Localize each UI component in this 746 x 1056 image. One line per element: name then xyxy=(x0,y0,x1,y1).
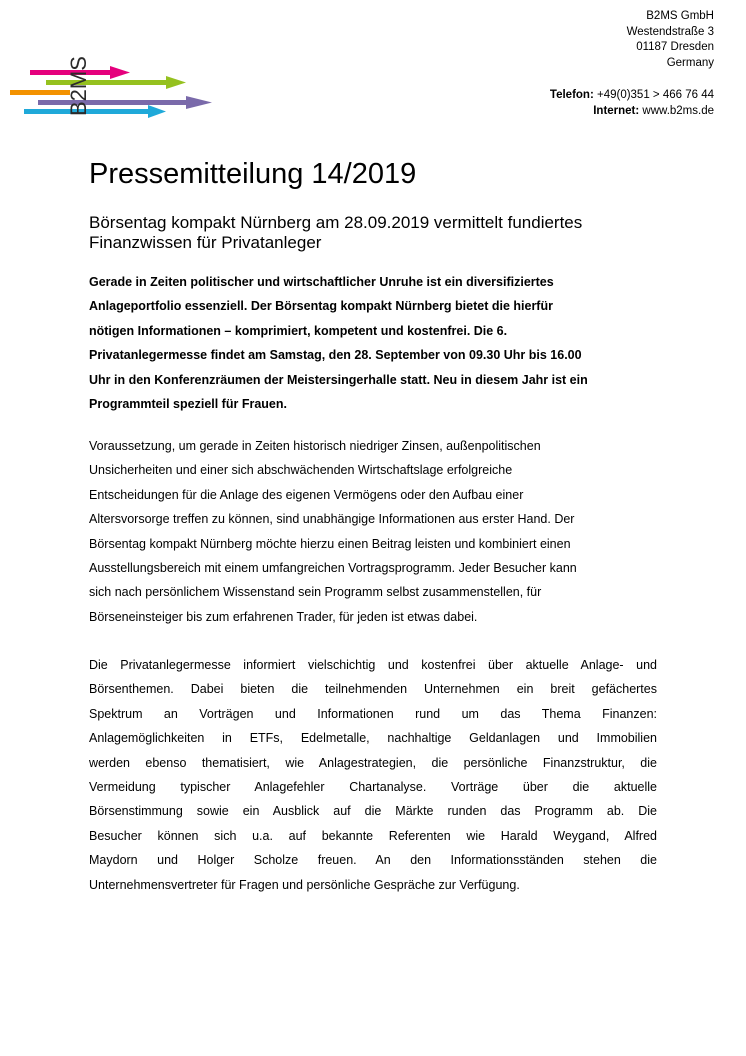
paragraph-line: werden ebenso thematisiert, wie Anlagestrategien, die persönliche Finanzstruktur, die xyxy=(89,755,657,770)
company-name: B2MS GmbH xyxy=(646,10,714,22)
lead-paragraph xyxy=(89,270,659,416)
logo-arrow-purple xyxy=(186,96,212,109)
phone-line xyxy=(394,88,714,104)
paragraph-line: Unternehmensvertreter für Fragen und persönliche Gespräche zur Verfügung. xyxy=(89,877,520,892)
paragraph-line: Börsenstimmung sowie ein Ausblick auf die Märkte runden das Programm ab. Die xyxy=(89,804,657,819)
logo-arrow-magenta xyxy=(110,66,130,79)
web-value: www.b2ms.de xyxy=(639,104,714,117)
paragraph-line: Börsenthemen. Dabei bieten die teilnehmenden Unternehmen ein breit gefächertes xyxy=(89,682,657,697)
lead-line: Programmteil speziell für Frauen. xyxy=(89,397,287,412)
paragraph-line: Anlagemöglichkeiten in ETFs, Edelmetalle, nachhaltige Geldanlagen und Immobilien xyxy=(89,731,657,746)
logo-bar-orange xyxy=(10,90,70,95)
paragraph-line: Voraussetzung, um gerade in Zeiten historisch niedriger Zinsen, außenpolitischen xyxy=(89,439,541,453)
logo-bar-green xyxy=(46,80,166,85)
paragraph-line: Unsicherheiten und einer sich abschwächenden Wirtschaftslage erfolgreiche xyxy=(89,463,513,478)
paragraph-line: Maydorn und Holger Scholze freuen. An den Informationsständen stehen die xyxy=(89,853,657,868)
paragraph-line: Die Privatanlegermesse informiert vielschichtig und kostenfrei über aktuelle Anlage- und xyxy=(89,658,657,672)
paragraph-line: Entscheidungen für die Anlage des eigenen Vermögens oder den Aufbau einer xyxy=(89,487,524,502)
logo-arrow-blue xyxy=(148,105,166,118)
body-paragraph-1 xyxy=(89,434,659,629)
paragraph-line: Spektrum an Vorträgen und Informationen rund um das Thema Finanzen: xyxy=(89,706,657,721)
subtitle xyxy=(89,213,669,253)
subtitle-line: Börsentag kompakt Nürnberg am 28.09.2019 vermittelt fundiertes xyxy=(89,213,583,232)
paragraph-line: Altersvorsorge treffen zu können, sind unabhängige Informationen aus erster Hand. Der xyxy=(89,512,575,527)
lead-line: Uhr in den Konferenzräumen der Meistersingerhalle statt. Neu in diesem Jahr ist ein xyxy=(89,372,588,387)
paragraph-line: Börseneinsteiger bis zum erfahrenen Trader, für jeden ist etwas dabei. xyxy=(89,609,478,624)
street: Westendstraße 3 xyxy=(626,25,714,38)
logo-arrow-green xyxy=(166,76,186,89)
lead-line: nötigen Informationen – komprimiert, kompetent und kostenfrei. Die 6. xyxy=(89,323,508,338)
contact-block xyxy=(394,88,714,119)
page-title: Pressemitteilung 14/2019 xyxy=(89,158,417,190)
body-paragraph-2 xyxy=(89,653,657,897)
subtitle-line: Finanzwissen für Privatanleger xyxy=(89,233,322,252)
paragraph-line: Börsentag kompakt Nürnberg möchte hierzu einen Beitrag leisten und kombiniert einen xyxy=(89,536,571,551)
paragraph-line: Vermeidung typischer Anlagefehler Chartanalyse. Vorträge über die aktuelle xyxy=(89,780,657,795)
web-label: Internet: xyxy=(593,104,640,117)
logo-bar-purple xyxy=(38,100,186,105)
city: 01187 Dresden xyxy=(636,41,714,53)
logo-text: B2MS xyxy=(66,56,91,116)
paragraph-line: sich nach persönlichem Wissenstand sein Programm selbst zusammenstellen, für xyxy=(89,585,542,600)
paragraph-line: Besucher können sich u.a. auf bekannte Referenten wie Harald Weygand, Alfred xyxy=(89,828,657,843)
phone-label: Telefon: xyxy=(549,89,594,101)
lead-line: Anlageportfolio essenziell. Der Börsentag kompakt Nürnberg bietet die hierfür xyxy=(89,299,553,314)
web-line xyxy=(394,104,714,120)
lead-line: Gerade in Zeiten politischer und wirtschaftlicher Unruhe ist ein diversifiziertes xyxy=(89,275,554,289)
paragraph-line: Ausstellungsbereich mit einem umfangreichen Vortragsprogramm. Jeder Besucher kann xyxy=(89,561,577,576)
address-block xyxy=(414,9,714,71)
country: Germany xyxy=(666,56,714,69)
b2ms-logo xyxy=(8,42,218,122)
phone-value: +49(0)351 > 466 76 44 xyxy=(593,89,714,101)
lead-line: Privatanlegermesse findet am Samstag, den 28. September von 09.30 Uhr bis 16.00 xyxy=(89,348,582,363)
